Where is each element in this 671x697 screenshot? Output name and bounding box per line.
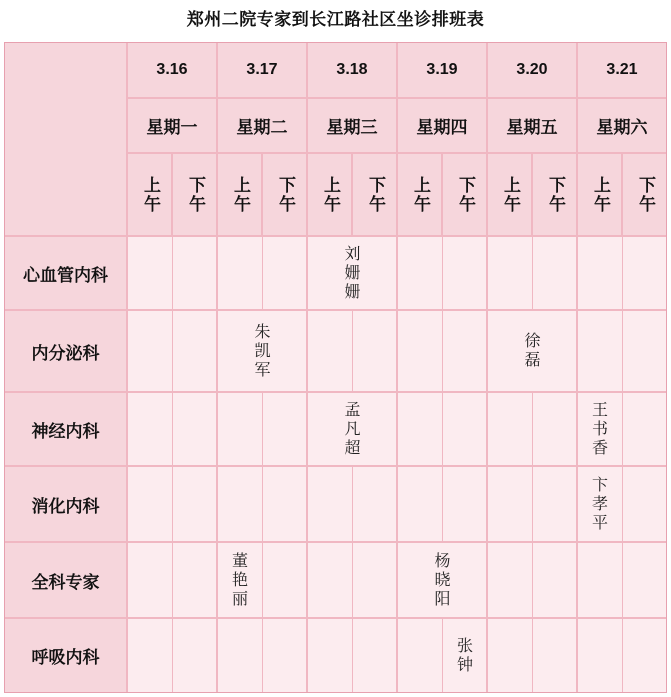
half-day-divider [622,618,623,693]
date-cell [127,42,217,98]
weekday-label: 星期三 [326,118,378,138]
half-day-divider [622,310,623,392]
pm-label: 下午 [365,175,385,214]
date-cell [397,42,487,98]
am-header-cell [307,153,352,236]
doctor-name: 卞孝平 [589,475,609,533]
half-day-divider [172,466,173,542]
am-label: 上午 [140,175,160,214]
weekday-cell [307,98,397,153]
department-label: 呼吸内科 [31,648,100,668]
date-label: 3.16 [156,61,188,78]
department-cell [4,542,127,618]
pm-header-cell [262,153,307,236]
half-day-divider [262,392,263,466]
date-label: 3.21 [606,61,638,78]
weekday-cell [217,98,307,153]
half-day-divider [532,236,533,310]
half-day-divider [172,542,173,618]
weekday-cell [397,98,487,153]
am-label: 上午 [230,175,250,214]
doctor-name: 孟凡超 [342,400,361,458]
department-label: 内分泌科 [31,343,100,364]
half-day-divider [442,392,443,466]
half-day-divider [262,466,263,542]
doctor-name: 徐磊 [522,332,541,370]
weekday-cell [487,98,577,153]
doctor-name: 朱凯军 [252,322,271,380]
half-day-divider [442,618,443,693]
am-label: 上午 [590,175,610,214]
half-day-divider [622,392,623,466]
doctor-name: 王书香 [589,400,609,458]
department-label: 心血管内科 [23,265,108,286]
page-title: 郑州二院专家到长江路社区坐诊排班表 [186,10,485,30]
am-label: 上午 [320,175,340,214]
am-header-cell [217,153,262,236]
department-label: 神经内科 [31,421,100,442]
department-label: 全科专家 [31,572,100,593]
half-day-divider [622,542,623,618]
weekday-cell [127,98,217,153]
am-header-cell [397,153,442,236]
date-cell [577,42,667,98]
date-label: 3.20 [516,61,548,78]
half-day-divider [442,466,443,542]
department-cell [4,618,127,693]
am-header-cell [577,153,622,236]
pm-label: 下午 [185,175,205,214]
department-label: 消化内科 [31,496,100,517]
date-label: 3.17 [246,61,278,78]
header-corner [4,42,127,236]
doctor-name: 杨晓阳 [432,551,451,609]
doctor-name: 刘姗姗 [342,244,361,302]
weekday-label: 星期五 [506,118,558,138]
pm-label: 下午 [545,175,565,214]
department-cell [4,392,127,466]
pm-label: 下午 [455,175,475,214]
half-day-divider [352,310,353,392]
half-day-divider [622,236,623,310]
department-cell [4,310,127,392]
half-day-divider [172,310,173,392]
half-day-divider [262,236,263,310]
am-header-cell [127,153,172,236]
doctor-name: 张钟 [454,636,474,675]
half-day-divider [352,466,353,542]
date-cell [217,42,307,98]
half-day-divider [352,618,353,693]
half-day-divider [262,542,263,618]
pm-header-cell [352,153,397,236]
half-day-divider [172,392,173,466]
half-day-divider [262,618,263,693]
date-label: 3.18 [336,61,368,78]
department-cell [4,466,127,542]
pm-header-cell [442,153,487,236]
pm-header-cell [532,153,577,236]
date-cell [307,42,397,98]
pm-header-cell [172,153,217,236]
pm-label: 下午 [635,175,655,214]
half-day-divider [532,466,533,542]
half-day-divider [172,618,173,693]
pm-header-cell [622,153,667,236]
weekday-label: 星期六 [596,118,648,138]
department-cell [4,236,127,310]
half-day-divider [622,466,623,542]
half-day-divider [532,542,533,618]
date-label: 3.19 [426,61,458,78]
half-day-divider [172,236,173,310]
half-day-divider [532,392,533,466]
doctor-name: 董艳丽 [229,551,249,609]
weekday-cell [577,98,667,153]
weekday-label: 星期二 [236,118,288,138]
weekday-label: 星期四 [416,118,468,138]
pm-label: 下午 [275,175,295,214]
weekday-label: 星期一 [146,118,198,138]
am-label: 上午 [500,175,520,214]
am-label: 上午 [410,175,430,214]
am-header-cell [487,153,532,236]
half-day-divider [442,310,443,392]
date-cell [487,42,577,98]
half-day-divider [532,618,533,693]
half-day-divider [442,236,443,310]
half-day-divider [352,542,353,618]
